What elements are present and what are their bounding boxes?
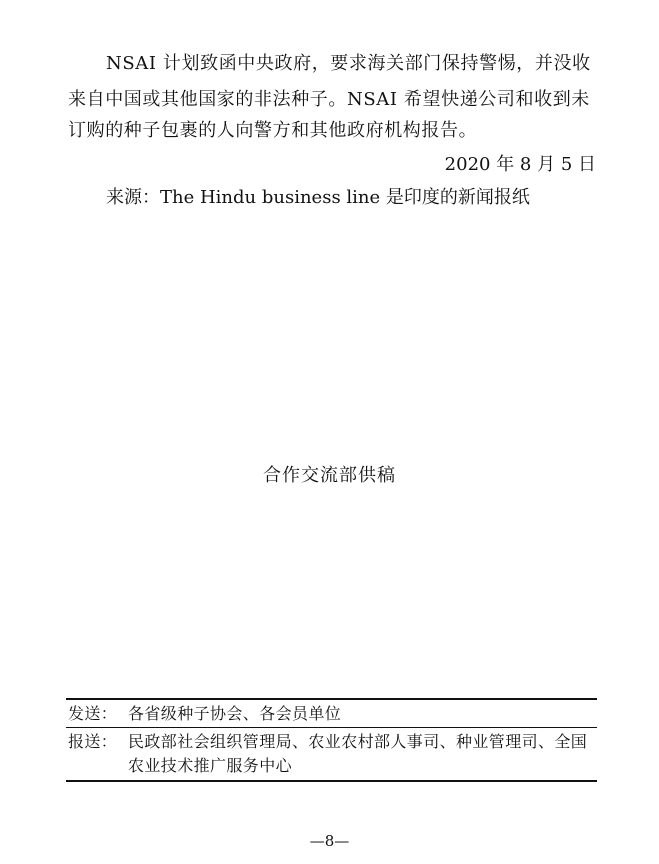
- report-label: 报送：: [68, 732, 118, 751]
- paragraph-line: 来自中国或其他国家的非法种子。NSAI 希望快递公司和收到未: [68, 89, 590, 110]
- page-number: —8—: [309, 832, 350, 850]
- divider-bottom: [66, 780, 597, 782]
- divider-top: [66, 698, 597, 700]
- report-recipients-line-1: 民政部社会组织管理局、农业农村部人事司、种业管理司、全国: [128, 732, 588, 751]
- paragraph-line: 订购的种子包裹的人向警方和其他政府机构报告。: [68, 120, 478, 141]
- document-date: 2020 年 8 月 5 日: [444, 154, 596, 175]
- divider-middle: [66, 727, 597, 728]
- send-label: 发送：: [68, 704, 118, 723]
- paragraph-line: NSAI 计划致函中央政府，要求海关部门保持警惕，并没收: [106, 53, 591, 74]
- source-line: 来源：The Hindu business line 是印度的新闻报纸: [106, 187, 530, 208]
- contributor-note: 合作交流部供稿: [263, 465, 396, 486]
- report-recipients-line-2: 农业技术推广服务中心: [128, 756, 293, 775]
- send-recipients: 各省级种子协会、各会员单位: [128, 704, 342, 723]
